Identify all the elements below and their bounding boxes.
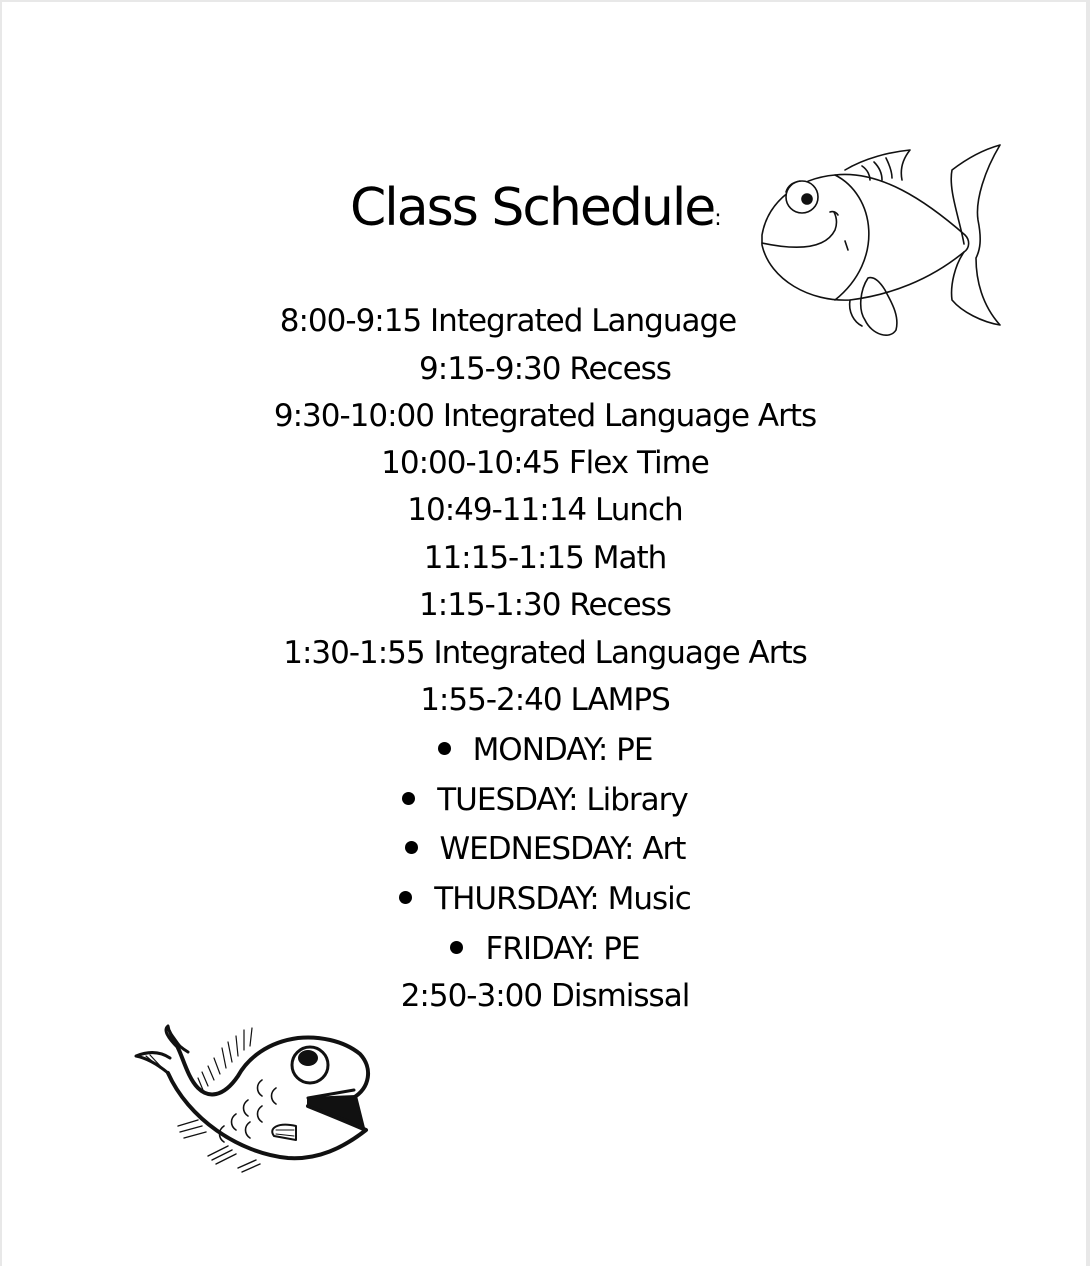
lamps-day-item [0, 730, 1090, 770]
lamps-day-item [0, 829, 1090, 869]
lamps-day-item [0, 879, 1090, 919]
title-colon: : [714, 206, 722, 231]
bullet-icon [405, 841, 418, 854]
schedule-item: 8:00-9:15 Integrated Language [279, 303, 737, 339]
schedule-item: 9:15-9:30 Recess [419, 351, 671, 387]
lamps-day-text: FRIDAY: PE [485, 931, 640, 967]
bullet-icon [399, 891, 412, 904]
schedule-item: 10:00-10:45 Flex Time [381, 445, 709, 481]
schedule-item: 1:30-1:55 Integrated Language Arts [283, 635, 807, 671]
lamps-day-item [0, 929, 1090, 969]
schedule-item: 11:15-1:15 Math [423, 540, 667, 576]
bullet-icon [438, 742, 451, 755]
schedule-item: 9:30-10:00 Integrated Language Arts [273, 398, 817, 434]
schedule-item: 1:55-2:40 LAMPS [420, 682, 670, 718]
smiling-fish-icon [750, 140, 1010, 345]
lamps-day-text: TUESDAY: Library [437, 782, 688, 818]
lamps-day-text: MONDAY: PE [472, 732, 653, 768]
page-title [350, 178, 722, 238]
open-mouth-fish-icon [128, 1018, 378, 1188]
bullet-icon [402, 792, 415, 805]
bullet-icon [450, 941, 463, 954]
title-text: Class Schedule [350, 178, 715, 238]
lamps-day-text: WEDNESDAY: Art [439, 831, 686, 867]
dismissal-item: 2:50-3:00 Dismissal [400, 978, 690, 1014]
schedule-item: 1:15-1:30 Recess [419, 587, 671, 623]
lamps-day-item [0, 780, 1090, 820]
schedule-item: 10:49-11:14 Lunch [407, 492, 683, 528]
lamps-day-text: THURSDAY: Music [434, 881, 691, 917]
